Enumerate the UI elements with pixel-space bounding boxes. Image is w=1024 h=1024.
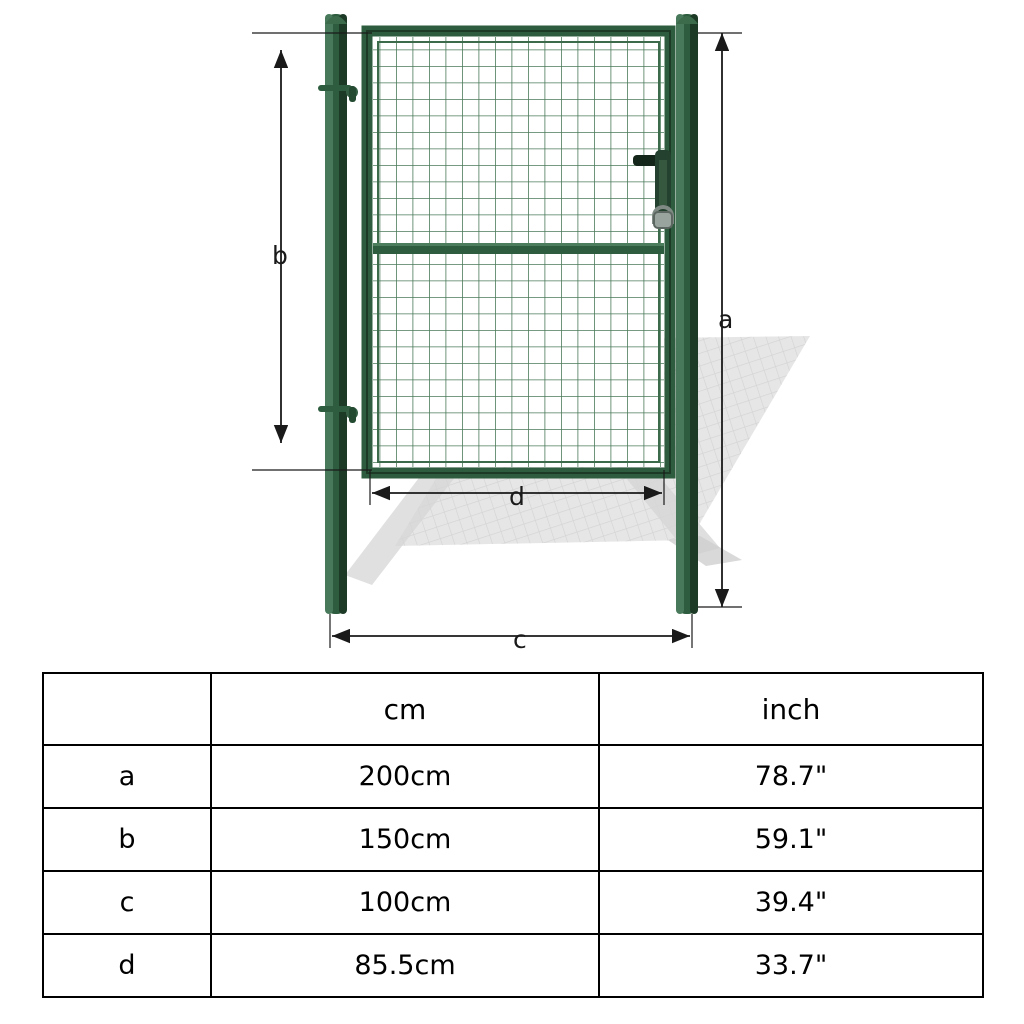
- row-inch-b: 59.1": [599, 808, 983, 871]
- left-post: [325, 14, 347, 614]
- header-cm: cm: [211, 673, 599, 745]
- header-blank: [43, 673, 211, 745]
- row-inch-d: 33.7": [599, 934, 983, 997]
- row-key-d: d: [43, 934, 211, 997]
- table-header-row: [43, 673, 983, 745]
- row-key-b: b: [43, 808, 211, 871]
- gate-leaf: [367, 31, 670, 473]
- dimension-table: [42, 672, 984, 998]
- row-key-c: c: [43, 871, 211, 934]
- dimension-label-d: d: [509, 482, 525, 511]
- table-row: [43, 808, 983, 871]
- row-cm-b: 150cm: [211, 808, 599, 871]
- row-inch-a: 78.7": [599, 745, 983, 808]
- table-row: [43, 934, 983, 997]
- row-cm-a: 200cm: [211, 745, 599, 808]
- right-post: [676, 14, 698, 614]
- table-row: [43, 871, 983, 934]
- row-inch-c: 39.4": [599, 871, 983, 934]
- header-inch: inch: [599, 673, 983, 745]
- table-row: [43, 745, 983, 808]
- row-cm-c: 100cm: [211, 871, 599, 934]
- dimension-label-b: b: [272, 241, 288, 270]
- row-cm-d: 85.5cm: [211, 934, 599, 997]
- dimension-label-c: c: [513, 625, 527, 654]
- dimension-label-a: a: [718, 305, 734, 334]
- row-key-a: a: [43, 745, 211, 808]
- dimension-c: [330, 614, 692, 648]
